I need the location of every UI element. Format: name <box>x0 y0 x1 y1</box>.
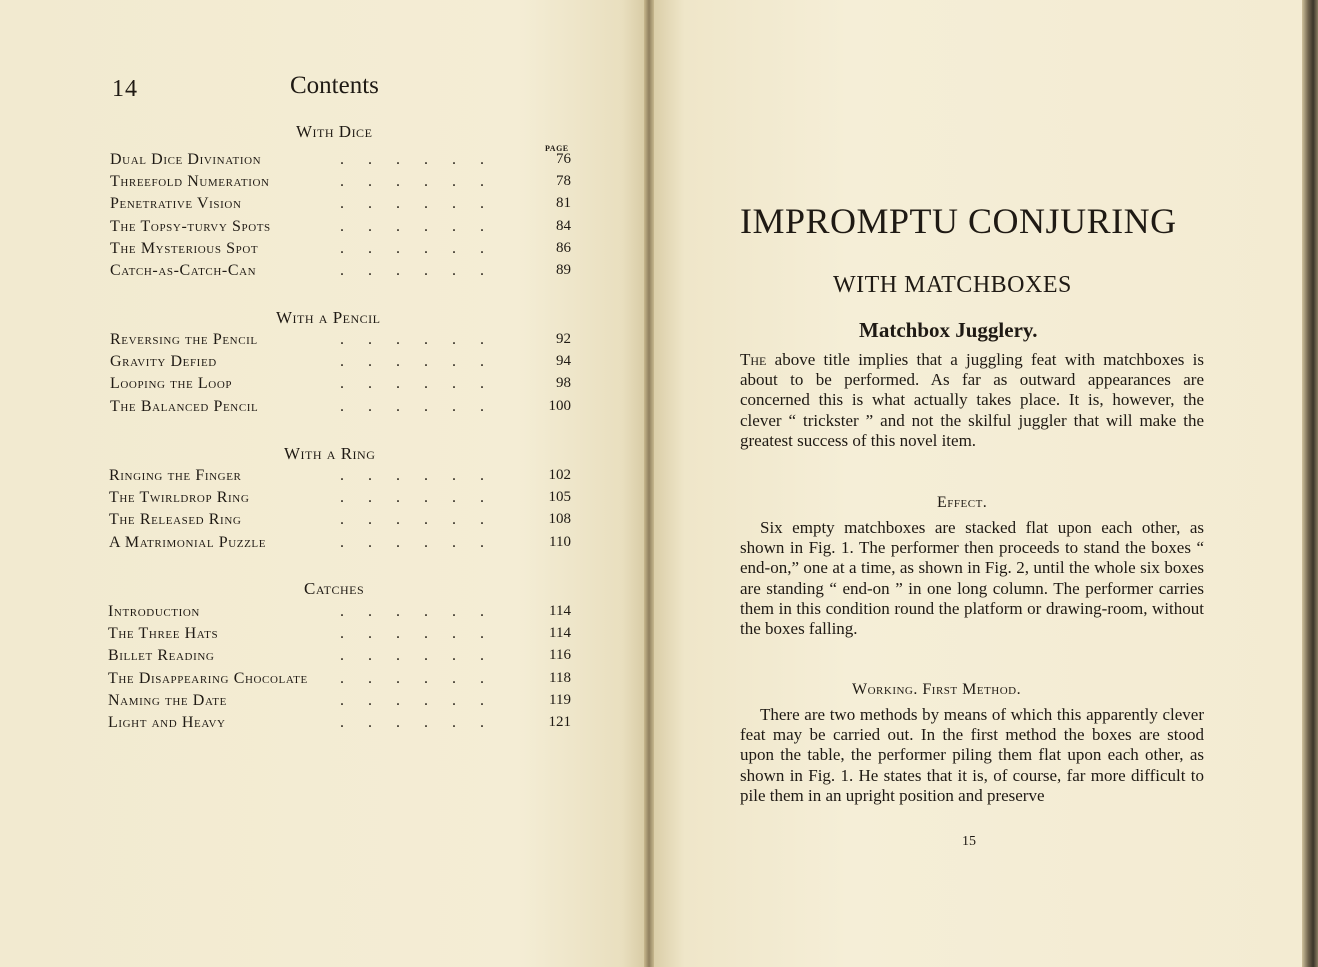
subchapter-title: WITH MATCHBOXES <box>833 272 1072 298</box>
toc-leader-dots: . . . . . . <box>340 647 484 665</box>
toc-entry-page: 94 <box>556 353 571 370</box>
toc-entry <box>108 692 571 714</box>
page-column-label: PAGE <box>545 144 569 153</box>
toc-leader-dots: . . . . . . <box>340 397 484 415</box>
toc-entry <box>110 218 571 240</box>
toc-entry-title: A Matrimonial Puzzle <box>109 533 267 551</box>
toc-entry-page: 121 <box>548 714 571 730</box>
toc-entry <box>110 151 571 173</box>
toc-entry-title: Catch-as-Catch-Can <box>110 262 257 279</box>
toc-entry-title: Billet Reading <box>108 647 215 665</box>
toc-entry <box>110 262 571 284</box>
toc-entry-title: Penetrative Vision <box>110 195 242 213</box>
toc-entry <box>110 375 571 397</box>
toc-entry-page: 110 <box>549 533 571 550</box>
toc-entry <box>110 195 571 217</box>
toc-entry-title: The Mysterious Spot <box>110 239 259 257</box>
toc-leader-dots: . . . . . . <box>340 669 484 687</box>
toc-entry-page: 102 <box>548 467 571 483</box>
right-page <box>652 0 1304 967</box>
toc-entry <box>109 511 571 533</box>
toc-leader-dots: . . . . . . <box>340 151 484 168</box>
toc-entry-title: The Balanced Pencil <box>110 397 259 415</box>
toc-leader-dots: . . . . . . <box>340 511 484 529</box>
toc-leader-dots: . . . . . . <box>340 625 484 643</box>
toc-entry <box>110 398 571 420</box>
toc-entry-title: The Three Hats <box>108 625 219 643</box>
toc-entry <box>108 670 571 692</box>
toc-section-heading: Catches <box>304 579 365 598</box>
toc-leader-dots: . . . . . . <box>340 353 484 371</box>
toc-entry-title: The Released Ring <box>109 511 242 529</box>
toc-entry-page: 100 <box>548 397 571 414</box>
toc-section-heading: With Dice <box>296 122 373 141</box>
toc-entry <box>108 603 571 625</box>
toc-leader-dots: . . . . . . <box>340 262 484 279</box>
toc-entry <box>108 647 571 669</box>
contents-title: Contents <box>290 72 379 99</box>
toc-leader-dots: . . . . . . <box>340 533 484 551</box>
toc-entry-title: Threefold Numeration <box>110 173 270 191</box>
item-title: Matchbox Jugglery. <box>859 318 1038 342</box>
toc-entry-title: Introduction <box>108 603 200 620</box>
toc-leader-dots: . . . . . . <box>340 467 484 484</box>
toc-entry-title: The Topsy-turvy Spots <box>110 217 271 235</box>
toc-entry-title: Gravity Defied <box>110 353 217 371</box>
intro-lead-word: The <box>740 350 767 369</box>
toc-entry-page: 116 <box>549 647 571 664</box>
toc-entry <box>109 467 571 489</box>
toc-section-heading: With a Ring <box>284 444 376 463</box>
toc-leader-dots: . . . . . . <box>340 239 484 257</box>
toc-entry-page: 108 <box>548 511 571 528</box>
toc-entry-page: 114 <box>549 603 571 619</box>
toc-entry <box>109 489 571 511</box>
working-heading: Working. First Method. <box>852 681 1022 698</box>
toc-entry-page: 105 <box>548 489 571 506</box>
toc-leader-dots: . . . . . . <box>340 603 484 620</box>
effect-paragraph: Six empty matchboxes are stacked flat upon each other, as shown in Fig. 1. The performer then proceeds to stand the boxes “ end-on,” one at a time, as shown in Fig. 2, until the whole six boxes are standing “ end-on ” in one long column. The performer carries them in this condition round the platform or drawing-room, without the boxes falling. <box>740 518 1204 639</box>
intro-paragraph <box>740 350 1204 451</box>
toc-entry-page: 98 <box>556 375 571 392</box>
toc-entry-page: 81 <box>556 195 571 212</box>
toc-leader-dots: . . . . . . <box>340 173 484 191</box>
intro-text: above title implies that a juggling feat with matchboxes is about to be performed. As far as outward appearances are concerned this is what actually takes place. It is, however, the clever “ trickster ” and not the skilful juggler that will make the greatest success of this novel item. <box>740 350 1204 450</box>
toc-entry <box>108 714 571 736</box>
toc-leader-dots: . . . . . . <box>340 217 484 235</box>
toc-entry <box>109 534 571 556</box>
toc-leader-dots: . . . . . . <box>340 195 484 213</box>
toc-entry <box>108 625 571 647</box>
page-edge <box>1302 0 1318 967</box>
toc-entry-page: 114 <box>549 625 571 642</box>
toc-entry <box>110 331 571 353</box>
toc-entry-page: 84 <box>556 217 571 234</box>
book-gutter <box>644 0 654 967</box>
toc-leader-dots: . . . . . . <box>340 331 484 348</box>
toc-entry-page: 119 <box>549 691 571 708</box>
toc-entry-title: Dual Dice Divination <box>110 151 262 168</box>
toc-entry-page: 118 <box>549 669 571 686</box>
left-page-number: 14 <box>112 76 138 102</box>
working-paragraph: There are two methods by means of which this apparently clever feat may be carried out. In the first method the boxes are stood upon the table, the performer piling them flat upon each other, as shown in Fig. 1. He states that it is, of course, far more difficult to pile them in an upright position and preserve <box>740 705 1204 805</box>
toc-entry-title: Looping the Loop <box>110 375 233 393</box>
toc-entry-title: Reversing the Pencil <box>110 331 258 348</box>
toc-entry-title: The Disappearing Chocolate <box>108 669 308 687</box>
toc-entry-page: 78 <box>556 173 571 190</box>
chapter-title: IMPROMPTU CONJURING <box>740 201 1177 241</box>
toc-section-heading: With a Pencil <box>276 308 381 327</box>
toc-entry-page: 76 <box>556 151 571 167</box>
toc-leader-dots: . . . . . . <box>340 691 484 709</box>
toc-entry-title: The Twirldrop Ring <box>109 489 250 507</box>
toc-leader-dots: . . . . . . <box>340 375 484 393</box>
toc-entry-title: Ringing the Finger <box>109 467 242 484</box>
toc-entry-title: Naming the Date <box>108 691 227 709</box>
toc-entry-page: 92 <box>556 331 571 347</box>
effect-heading: Effect. <box>937 494 988 511</box>
toc-entry <box>110 173 571 195</box>
toc-entry <box>110 353 571 375</box>
toc-entry <box>110 240 571 262</box>
toc-entry-page: 86 <box>556 239 571 256</box>
toc-entry-page: 89 <box>556 262 571 278</box>
toc-leader-dots: . . . . . . <box>340 714 484 731</box>
right-page-number: 15 <box>962 834 976 849</box>
toc-entry-title: Light and Heavy <box>108 714 226 731</box>
toc-leader-dots: . . . . . . <box>340 489 484 507</box>
